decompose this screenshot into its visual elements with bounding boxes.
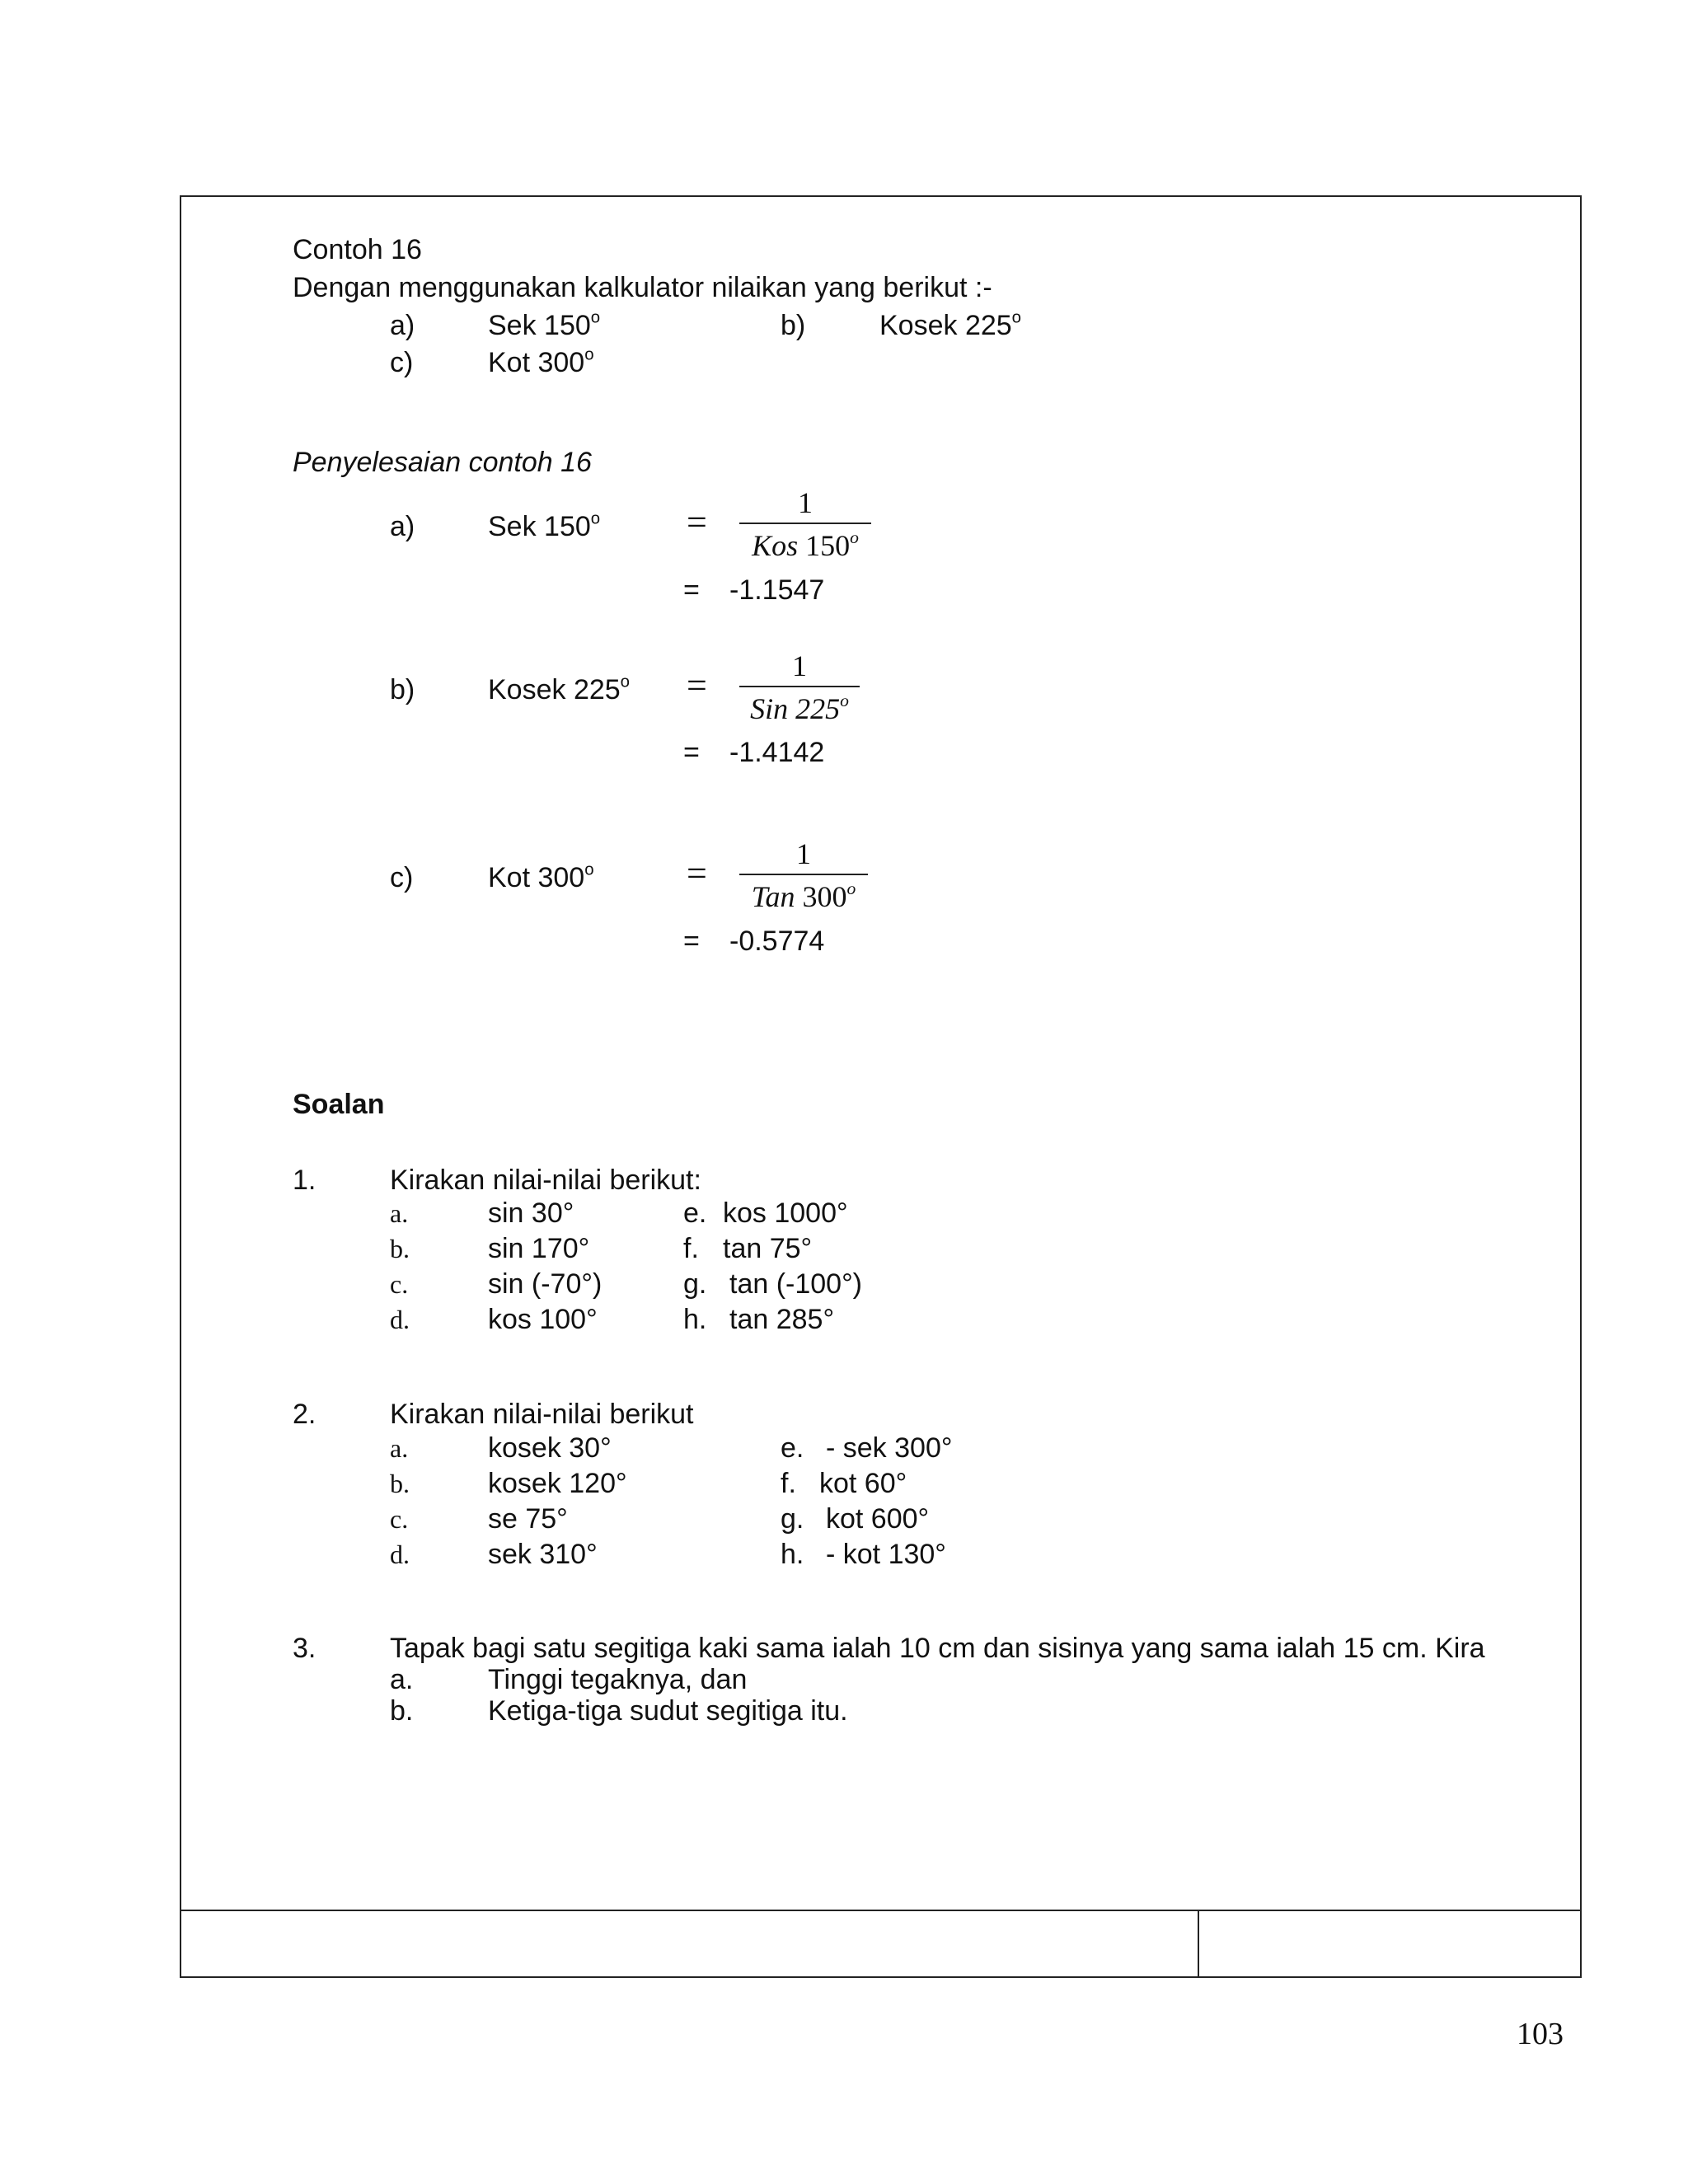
example-item-c-label: c)	[390, 347, 414, 378]
solution-step-b-label: b)	[390, 674, 415, 705]
q2-right-f-label: f.	[781, 1468, 796, 1499]
q2-right-g-label: g.	[781, 1503, 804, 1535]
example-instruction: Dengan menggunakan kalkulator nilaikan yang berikut :-	[293, 272, 992, 303]
example-title: Contoh 16	[293, 234, 422, 265]
q2-left-a-label: a.	[390, 1433, 409, 1463]
fraction-bar	[739, 686, 860, 687]
solution-step-a-expr: Sek 150$^o$	[488, 509, 601, 542]
q2-left-d-text: sek 310°	[488, 1539, 598, 1570]
q3-part-b-text: Ketiga-tiga sudut segitiga itu.	[488, 1695, 848, 1727]
q2-left-c-label: c.	[390, 1504, 409, 1534]
q1-right-g-label: g.	[683, 1268, 707, 1300]
q2-left-c-text: se 75°	[488, 1503, 568, 1535]
solution-step-b-fraction	[739, 649, 860, 725]
solution-step-a-label: a)	[390, 511, 415, 542]
q1-right-e-label: e.	[683, 1197, 707, 1229]
q3-part-a-text: Tinggi tegaknya, dan	[488, 1664, 748, 1695]
q1-left-b-label: b.	[390, 1234, 410, 1263]
solution-step-b-equals: =	[687, 665, 707, 705]
q1-left-c-text: sin (-70°)	[488, 1268, 603, 1300]
solution-step-c-result-equals: =	[683, 926, 700, 957]
example-item-a-expr: Sek 150$^o$	[488, 308, 601, 341]
solution-step-a-fraction	[739, 486, 871, 562]
page-number: 103	[1517, 2017, 1564, 2051]
q1-right-h-text: tan 285°	[729, 1304, 835, 1335]
solution-step-b-result: -1.4142	[729, 737, 825, 768]
fraction-denominator: Sin 225$^o$	[750, 690, 849, 725]
solution-step-b-expr: Kosek 225$^o$	[488, 673, 631, 705]
q2-left-b-text: kosek 120°	[488, 1468, 627, 1499]
q3-number: 3.	[293, 1633, 316, 1664]
q3-part-b-label: b.	[390, 1695, 414, 1727]
q1-left-d-label: d.	[390, 1305, 410, 1334]
fraction-numerator: 1	[798, 486, 813, 519]
q1-number: 1.	[293, 1165, 316, 1196]
footer-cell-divider	[1198, 1910, 1199, 1978]
q1-left-b-text: sin 170°	[488, 1233, 590, 1264]
q1-right-f-text: tan 75°	[723, 1233, 813, 1264]
q1-right-g-text: tan (-100°)	[729, 1268, 863, 1300]
example-item-a-label: a)	[390, 310, 415, 341]
solution-step-c-result: -0.5774	[729, 926, 825, 957]
solution-title: Penyelesaian contoh 16	[293, 447, 592, 478]
q1-left-a-text: sin 30°	[488, 1197, 574, 1229]
solution-step-c-expr: Kot 300$^o$	[488, 860, 594, 893]
solution-step-a-equals: =	[687, 502, 707, 542]
q1-left-c-label: c.	[390, 1269, 409, 1299]
questions-heading: Soalan	[293, 1089, 385, 1120]
fraction-bar	[739, 523, 871, 524]
solution-step-a-result: -1.1547	[729, 574, 825, 606]
fraction-bar	[739, 874, 868, 875]
fraction-denominator: Tan 300$^o$	[751, 878, 856, 913]
q1-text: Kirakan nilai-nilai berikut:	[390, 1165, 701, 1196]
solution-step-a-result-equals: =	[683, 574, 700, 606]
q2-text: Kirakan nilai-nilai berikut	[390, 1399, 694, 1430]
example-item-b-expr: Kosek 225$^o$	[879, 308, 1022, 341]
solution-step-c-equals: =	[687, 853, 707, 893]
footer-divider	[180, 1910, 1582, 1911]
fraction-denominator: Kos 150$^o$	[752, 527, 859, 562]
solution-step-c-fraction	[739, 837, 868, 913]
q2-right-h-text: - kot 130°	[826, 1539, 946, 1570]
q1-right-f-label: f.	[683, 1233, 699, 1264]
example-item-c-expr: Kot 300$^o$	[488, 345, 594, 378]
q1-right-h-label: h.	[683, 1304, 707, 1335]
q2-left-d-label: d.	[390, 1540, 410, 1569]
fraction-numerator: 1	[796, 837, 811, 870]
fraction-numerator: 1	[792, 649, 807, 682]
q3-text: Tapak bagi satu segitiga kaki sama ialah 10 cm dan sisinya yang sama ialah 15 cm. Kira	[390, 1633, 1485, 1664]
q2-right-e-text: - sek 300°	[826, 1432, 953, 1464]
q2-right-e-label: e.	[781, 1432, 804, 1464]
q2-left-a-text: kosek 30°	[488, 1432, 612, 1464]
solution-step-b-result-equals: =	[683, 737, 700, 768]
q2-left-b-label: b.	[390, 1469, 410, 1498]
q2-number: 2.	[293, 1399, 316, 1430]
q2-right-h-label: h.	[781, 1539, 804, 1570]
q3-part-a-label: a.	[390, 1664, 414, 1695]
q2-right-g-text: kot 600°	[826, 1503, 930, 1535]
solution-step-c-label: c)	[390, 862, 414, 893]
q1-right-e-text: kos 1000°	[723, 1197, 848, 1229]
example-item-b-label: b)	[781, 310, 806, 341]
q1-left-a-label: a.	[390, 1198, 409, 1228]
q1-left-d-text: kos 100°	[488, 1304, 598, 1335]
q2-right-f-text: kot 60°	[819, 1468, 907, 1499]
